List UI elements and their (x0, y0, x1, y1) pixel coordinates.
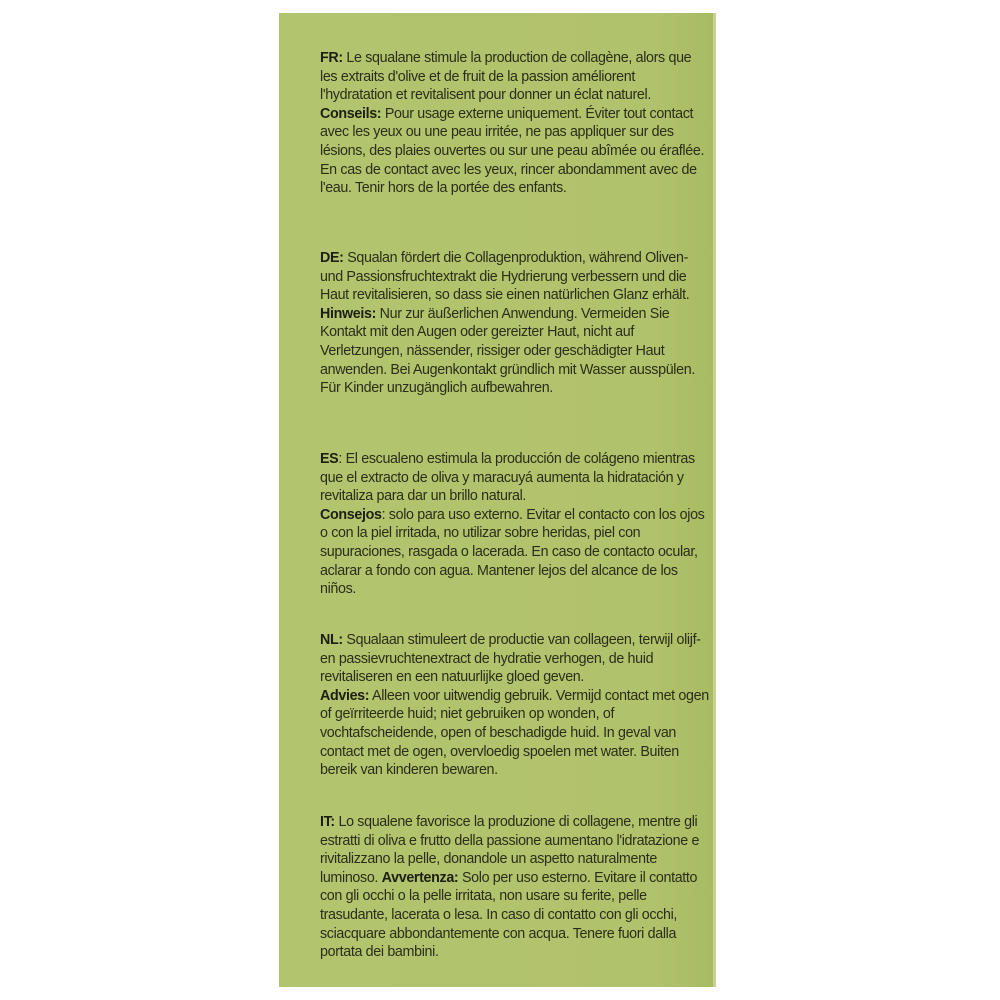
product-label-panel (279, 13, 716, 987)
advice-text-nl: Alleen voor uitwendig gebruik. Vermijd contact met ogen of geïrriteerde huid; niet gebruiken op wonden, of vochtafscheidende, open of beschadigde huid. In geval van contact met de ogen, overvloedig spoelen met water. Buiten bereik van kinderen bewaren. (320, 687, 709, 779)
advice-label-it: Avvertenza: (381, 869, 459, 886)
section-italian (320, 813, 710, 962)
section-spanish (320, 450, 710, 599)
description-fr: Le squalane stimule la production de collagène, alors que les extraits d'olive et de fruit de la passion améliorent l'hydratation et revitalisent pour donner un éclat naturel. (320, 50, 692, 104)
description-de: Squalan fördert die Collagenproduktion, während Oliven- und Passionsfruchtextrakt die Hydrierung verbessern und die Haut revitalisieren, so dass sie einen natürlichen Glanz erhält. (320, 250, 690, 304)
section-german (320, 249, 710, 398)
language-code-de: DE: (320, 250, 344, 266)
advice-label-fr: Conseils: (320, 105, 382, 122)
language-code-it: IT: (320, 814, 335, 830)
language-code-fr: FR: (320, 50, 343, 66)
advice-label-nl: Advies: (320, 687, 370, 704)
advice-text-es: : solo para uso externo. Evitar el contacto con los ojos o con la piel irritada, no utilizar sobre heridas, piel con supuraciones, rasgada o lacerada. En caso de contacto ocular, aclarar a fondo con agua. Mantener lejos del alcance de los niños. (320, 506, 705, 598)
section-dutch (320, 631, 710, 780)
advice-text-fr: Pour usage externe uniquement. Éviter tout contact avec les yeux ou une peau irritée, ne pas appliquer sur des lésions, des plaies ouvertes ou sur une peau abîmée ou éraflée. En cas de contact avec les yeux, rincer abondamment avec de l'eau. Tenir hors de la portée des enfants. (320, 105, 705, 197)
advice-text-it: Solo per uso esterno. Evitare il contatto con gli occhi o la pelle irritata, non usare su ferite, pelle trasudante, lacerata o lesa. In caso di contatto con gli occhi, sciacquare abbondantemente con acqua. Tenere fuori dalla portata dei bambini. (320, 869, 698, 961)
language-code-es: ES (320, 451, 339, 467)
description-es: : El escualeno estimula la producción de colágeno mientras que el extracto de oliva y maracuyá aumenta la hidratación y revitaliza para dar un brillo natural. (320, 451, 695, 505)
section-french (320, 49, 710, 198)
language-code-nl: NL: (320, 632, 343, 648)
description-it: Lo squalene favorisce la produzione di collagene, mentre gli estratti di oliva e frutto della passione aumentano l'idratazione e rivitalizzano la pelle, donandole un aspetto naturalmente luminoso. (320, 814, 700, 886)
advice-text-de: Nur zur äußerlichen Anwendung. Vermeiden Sie Kontakt mit den Augen oder gereizter Haut, nicht auf Verletzungen, nässender, rissiger oder geschädigter Haut anwenden. Bei Augenkontakt gründlich mit Wasser ausspülen. Für Kinder unzugänglich aufbewahren. (320, 305, 695, 397)
advice-label-es: Consejos (320, 506, 382, 523)
advice-label-de: Hinweis: (320, 305, 376, 322)
description-nl: Squalaan stimuleert de productie van collageen, terwijl olijf- en passievruchtenextract de hydratie verhogen, de huid revitaliseren en een natuurlijke gloed geven. (320, 632, 701, 686)
